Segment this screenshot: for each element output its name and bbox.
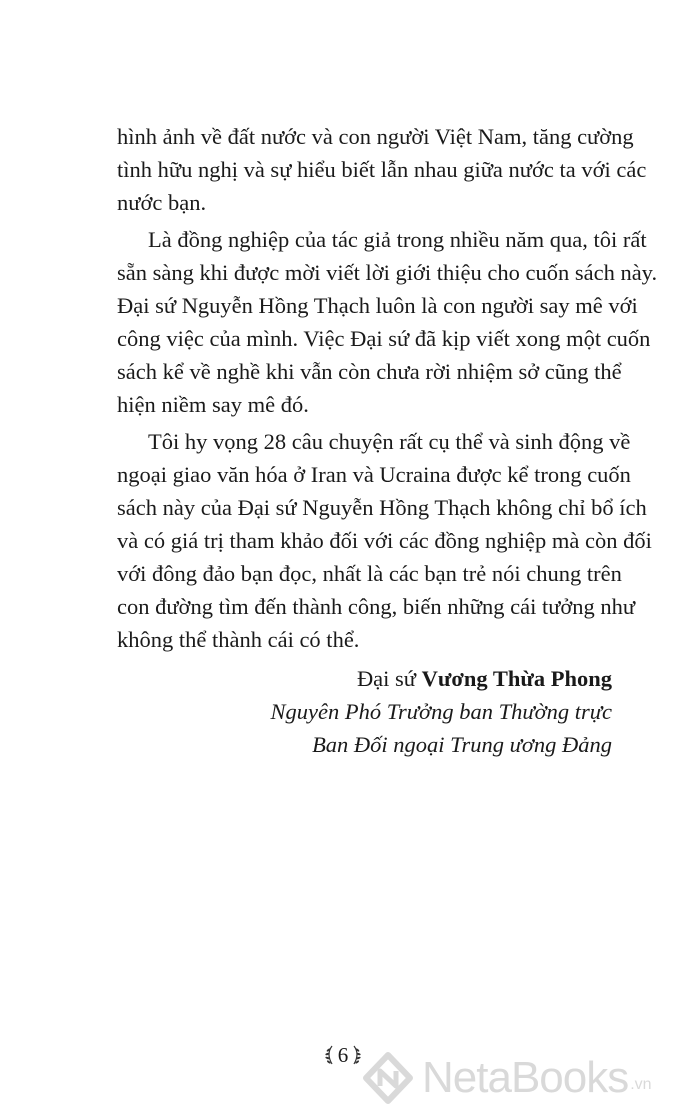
- paragraph-1-line-2: tình hữu nghị và sự hiểu biết lẫn nhau giữa nước ta với các: [117, 157, 647, 182]
- signature-line: [357, 664, 612, 694]
- paragraph-3-line-2: ngoại giao văn hóa ở Iran và Ucraina được kể trong cuốn: [117, 462, 631, 487]
- paragraph-2-line-4: công việc của mình. Việc Đại sứ đã kịp viết xong một cuốn: [117, 326, 651, 351]
- laurel-left-icon: [324, 1044, 334, 1066]
- watermark-tld: .vn: [630, 1076, 652, 1093]
- netabooks-logo-icon: [362, 1052, 414, 1104]
- paragraph-2-line-1: Là đồng nghiệp của tác giả trong nhiều năm qua, tôi rất: [148, 227, 647, 252]
- paragraph-2-line-6: hiện niềm say mê đó.: [117, 392, 309, 417]
- paragraph-2-line-5: sách kể về nghề khi vẫn còn chưa rời nhiệm sở cũng thể: [117, 359, 622, 384]
- paragraph-3-line-4: và có giá trị tham khảo đối với các đồng nghiệp mà còn đối: [117, 528, 652, 553]
- paragraph-3-line-7: không thể thành cái có thể.: [117, 627, 360, 652]
- paragraph-1-line-1: hình ảnh về đất nước và con người Việt Nam, tăng cường: [117, 124, 634, 149]
- signature-position-1: Nguyên Phó Trưởng ban Thường trực: [270, 699, 612, 724]
- page-number-value: 6: [337, 1043, 349, 1067]
- paragraph-2-line-3: Đại sứ Nguyễn Hồng Thạch luôn là con người say mê với: [117, 293, 638, 318]
- watermark-text: NetaBooks: [422, 1053, 629, 1102]
- signature-position-2: Ban Đối ngoại Trung ương Đảng: [312, 732, 612, 757]
- page-number: [319, 1040, 367, 1070]
- paragraph-2-line-2: sẵn sàng khi được mời viết lời giới thiệu cho cuốn sách này.: [117, 260, 658, 285]
- paragraph-3-line-3: sách này của Đại sứ Nguyễn Hồng Thạch không chỉ bổ ích: [117, 495, 647, 520]
- laurel-right-icon: [352, 1044, 362, 1066]
- netabooks-watermark: [362, 1050, 652, 1106]
- paragraph-3-line-6: con đường tìm đến thành công, biến những cái tưởng như: [117, 594, 636, 619]
- signature-name: Vương Thừa Phong: [421, 666, 612, 691]
- paragraph-3-line-5: với đông đảo bạn đọc, nhất là các bạn trẻ nói chung trên: [117, 561, 622, 586]
- paragraph-3-line-1: Tôi hy vọng 28 câu chuyện rất cụ thể và sinh động về: [148, 429, 631, 454]
- paragraph-1-line-3: nước bạn.: [117, 190, 207, 215]
- signature-title: Đại sứ: [356, 666, 416, 691]
